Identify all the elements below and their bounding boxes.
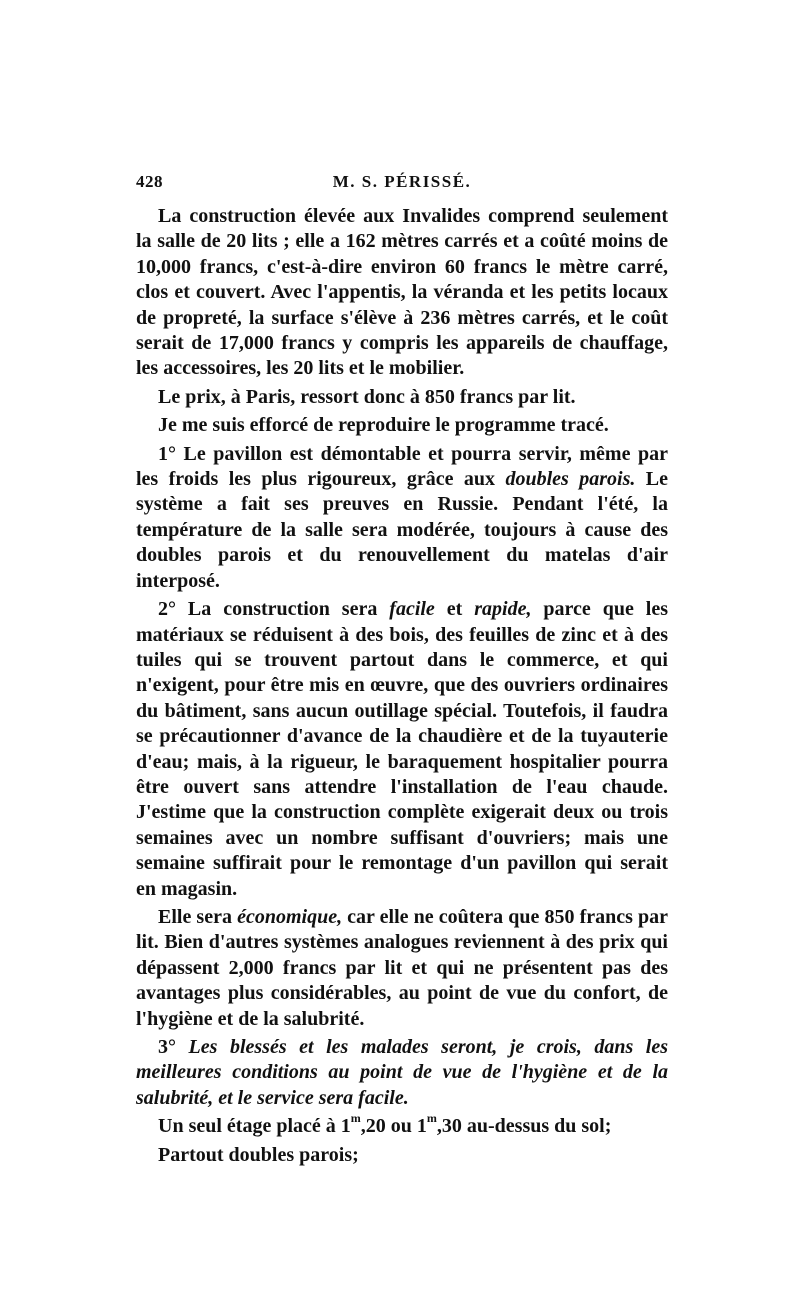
emphasis-facile: facile — [389, 598, 435, 621]
text-run: parce que les matériaux se réduisent à des bois, des feuilles de zinc et à des tuiles qui se trouvent partout dans le commerce, et qui n'exigent, pour être mis en œuvre, que des ouvriers ordinaires du bâtiment, sans aucun outillage spécial. Toutefois, il faudra se précautionner d'avance de la chaudière et de la tuyauterie d'eau; mais, à la rigueur, le baraquement hospitalier pourra être ouvert sans attendre l'installation de l'eau chaude. J'estime que la construction complète exigerait deux ou trois semaines avec un nombre suffisant d'ouvriers; mais une semaine suffirait pour le remontage d'un pavillon qui serait en magasin. — [136, 598, 668, 900]
running-head — [136, 172, 668, 202]
paragraph-point-3 — [136, 1035, 668, 1111]
body-text — [136, 204, 668, 1168]
superscript-m: m — [426, 1110, 437, 1125]
paragraph-program: Je me suis efforcé de reproduire le programme tracé. — [158, 414, 609, 437]
text-run: ,30 au-dessus du sol; — [436, 1115, 612, 1138]
text-run: 1° Le pavillon est démontable et pourra servir, même par les froids les plus rigoureux, grâce aux — [136, 442, 668, 491]
paragraph-economique — [136, 905, 668, 1032]
paragraph-cost-invalides: La construction élevée aux Invalides comprend seulement la salle de 20 lits ; elle a 162 mètres carrés et a coûté moins de 10,000 francs, c'est-à-dire environ 60 francs le mètre carré, clos et couvert. Avec l'appentis, la véranda et les petits locaux de propreté, la surface s'élève à 236 mètres carrés, et le coût serait de 17,000 francs y compris les appareils de chauffage, les accessoires, les 20 lits et le mobilier. — [136, 205, 668, 380]
text-run: car elle ne coûtera que 850 francs par lit. Bien d'autres systèmes analogues reviennent à des prix qui dépassent 2,000 francs par lit et qui ne présentent pas des avantages plus considérables, au point de vue du confort, de l'hygiène et de la salubrité. — [136, 905, 668, 1030]
text-run: Un seul étage placé à 1 — [158, 1115, 351, 1138]
emphasis-economique: économique, — [237, 905, 343, 928]
text-run: 3° — [158, 1036, 189, 1058]
page-number: 428 — [136, 172, 163, 191]
emphasis-point-3: Les blessés et les malades seront, je crois, dans les meilleures conditions au point de vue de l'hygiène et de la salubrité, et le service sera facile. — [136, 1036, 669, 1109]
text-run: ,20 ou 1 — [360, 1115, 427, 1138]
emphasis-doubles-parois: doubles parois. — [505, 468, 636, 491]
paragraph-point-2 — [136, 597, 668, 902]
paragraph-double-walls: Partout doubles parois; — [158, 1143, 359, 1166]
emphasis-rapide: rapide, — [474, 598, 532, 621]
paragraph-single-floor — [136, 1110, 668, 1139]
text-run: Elle sera — [158, 905, 238, 928]
text-run: et — [434, 598, 475, 621]
running-title: M. S. PÉRISSÉ. — [332, 172, 472, 191]
text-run: 2° La construction sera — [158, 598, 390, 621]
paragraph-point-1 — [136, 442, 668, 594]
text-run: Le système a fait ses preuves en Russie. Pendant l'été, la température de la salle sera modérée, toujours à cause des doubles parois et du renouvellement du matelas d'air interposé. — [136, 468, 669, 592]
superscript-m: m — [350, 1110, 361, 1125]
paragraph-price-per-bed: Le prix, à Paris, ressort donc à 850 francs par lit. — [158, 385, 576, 408]
